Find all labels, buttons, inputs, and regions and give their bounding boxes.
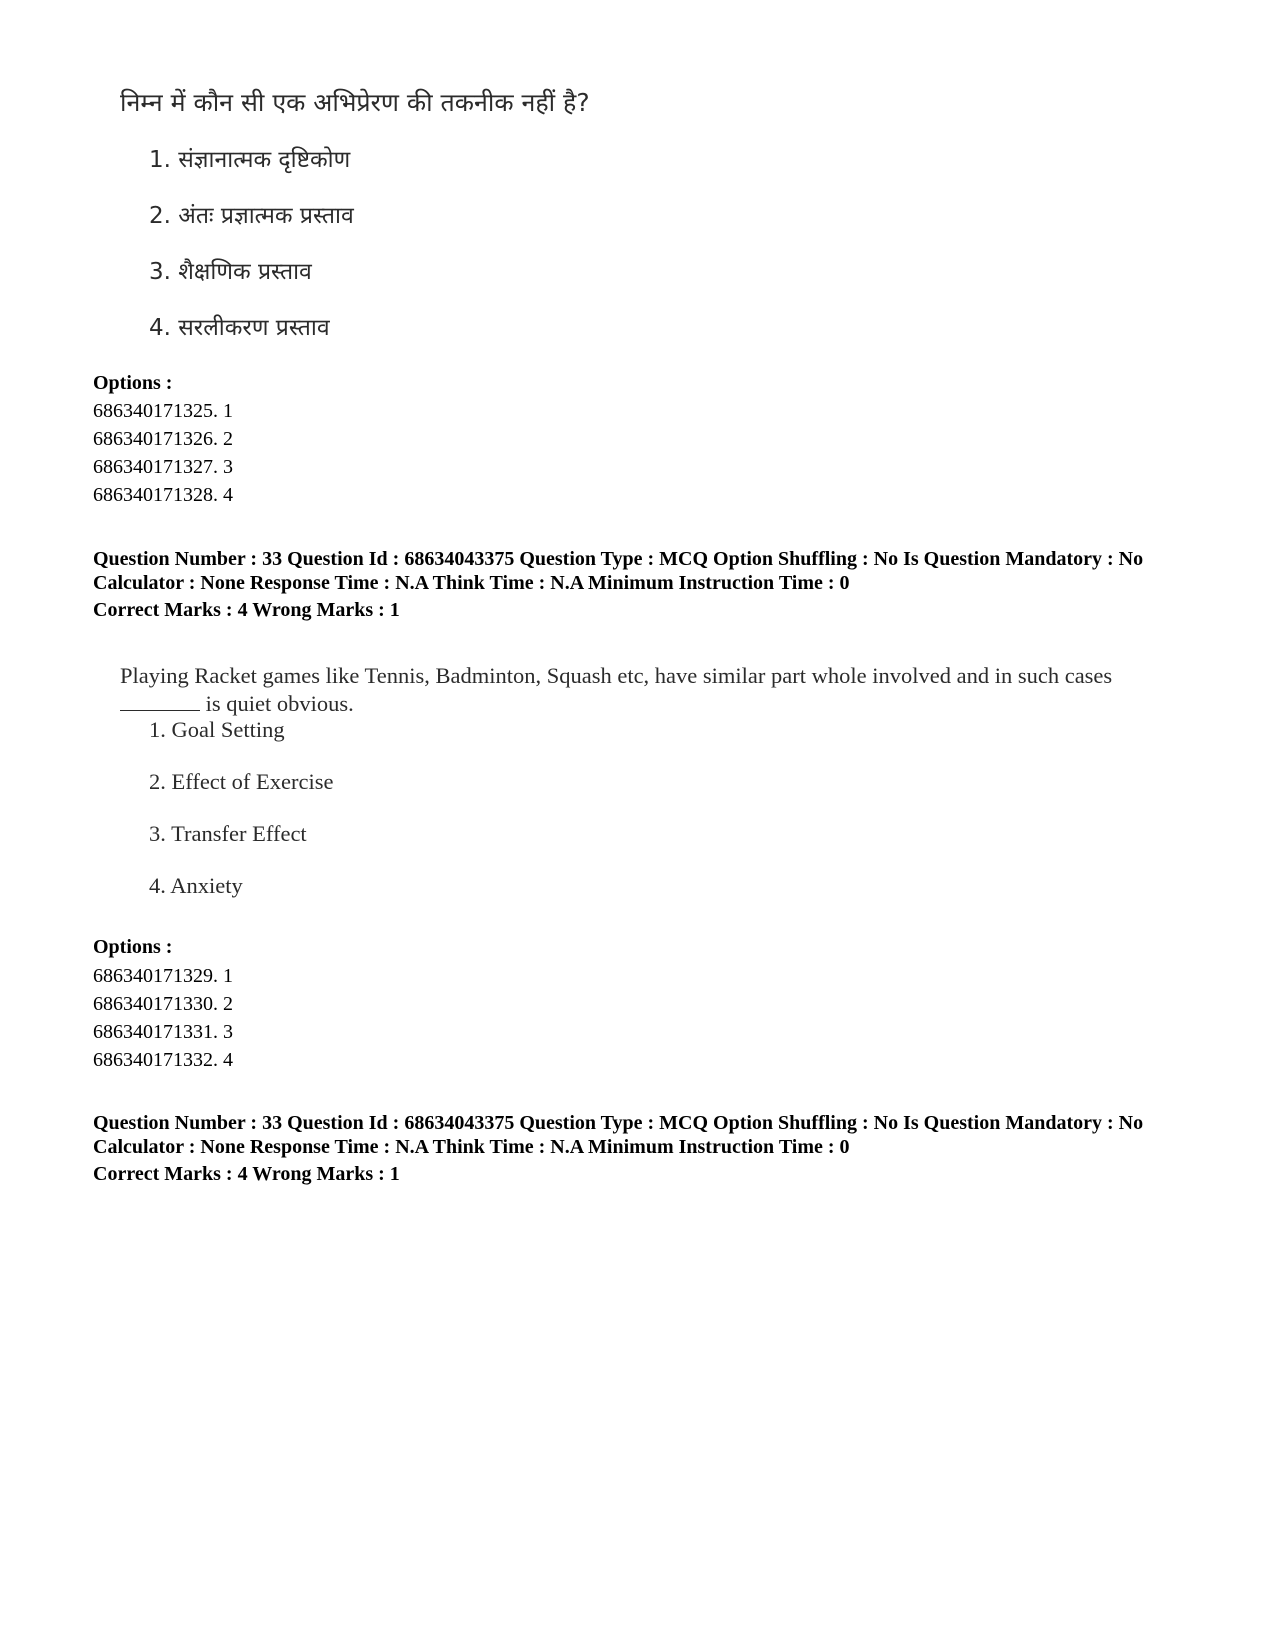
option-id-line: 686340171327. 3 [93, 456, 233, 478]
option-id-line: 686340171325. 1 [93, 400, 233, 422]
option-id-line: 686340171330. 2 [93, 993, 233, 1015]
question-text: निम्न में कौन सी एक अभिप्रेरण की तकनीक नहीं है? [120, 88, 590, 117]
options-label: Options : [93, 936, 173, 958]
option-id-line: 686340171332. 4 [93, 1049, 233, 1071]
question-option: 1. संज्ञानात्मक दृष्टिकोण [149, 147, 351, 173]
option-id-line: 686340171331. 3 [93, 1021, 233, 1043]
question-marks: Correct Marks : 4 Wrong Marks : 1 [93, 599, 400, 621]
option-id-line: 686340171328. 4 [93, 484, 233, 506]
question-text-part2: is quiet obvious. [200, 691, 354, 716]
question-option: 2. अंतः प्रज्ञात्मक प्रस्ताव [149, 203, 354, 229]
option-id-line: 686340171329. 1 [93, 965, 233, 987]
question-text-part1: Playing Racket games like Tennis, Badminton, Squash etc, have similar part whole involved and in such cases [120, 663, 1113, 688]
question-option: 4. Anxiety [149, 873, 243, 898]
question-text [120, 662, 1130, 718]
question-image-hindi [112, 80, 752, 360]
question-marks: Correct Marks : 4 Wrong Marks : 1 [93, 1163, 400, 1185]
question-option: 1. Goal Setting [149, 717, 285, 742]
question-option: 4. सरलीकरण प्रस्ताव [149, 315, 330, 341]
option-id-line: 686340171326. 2 [93, 428, 233, 450]
options-label: Options : [93, 372, 173, 394]
question-option: 3. शैक्षणिक प्रस्ताव [149, 259, 312, 285]
question-meta: Question Number : 33 Question Id : 68634043375 Question Type : MCQ Option Shuffling : No Is Question Mandatory : No Calculator : None Response Time : N.A Think Time : N.A Minimum Instruction Time : 0 [93, 548, 1144, 594]
fill-blank [120, 692, 200, 711]
question-meta: Question Number : 33 Question Id : 68634043375 Question Type : MCQ Option Shuffling : No Is Question Mandatory : No Calculator : None Response Time : N.A Think Time : N.A Minimum Instruction Time : 0 [93, 1112, 1144, 1158]
question-option: 3. Transfer Effect [149, 821, 307, 846]
question-image-english [112, 662, 1132, 942]
question-option: 2. Effect of Exercise [149, 769, 334, 794]
